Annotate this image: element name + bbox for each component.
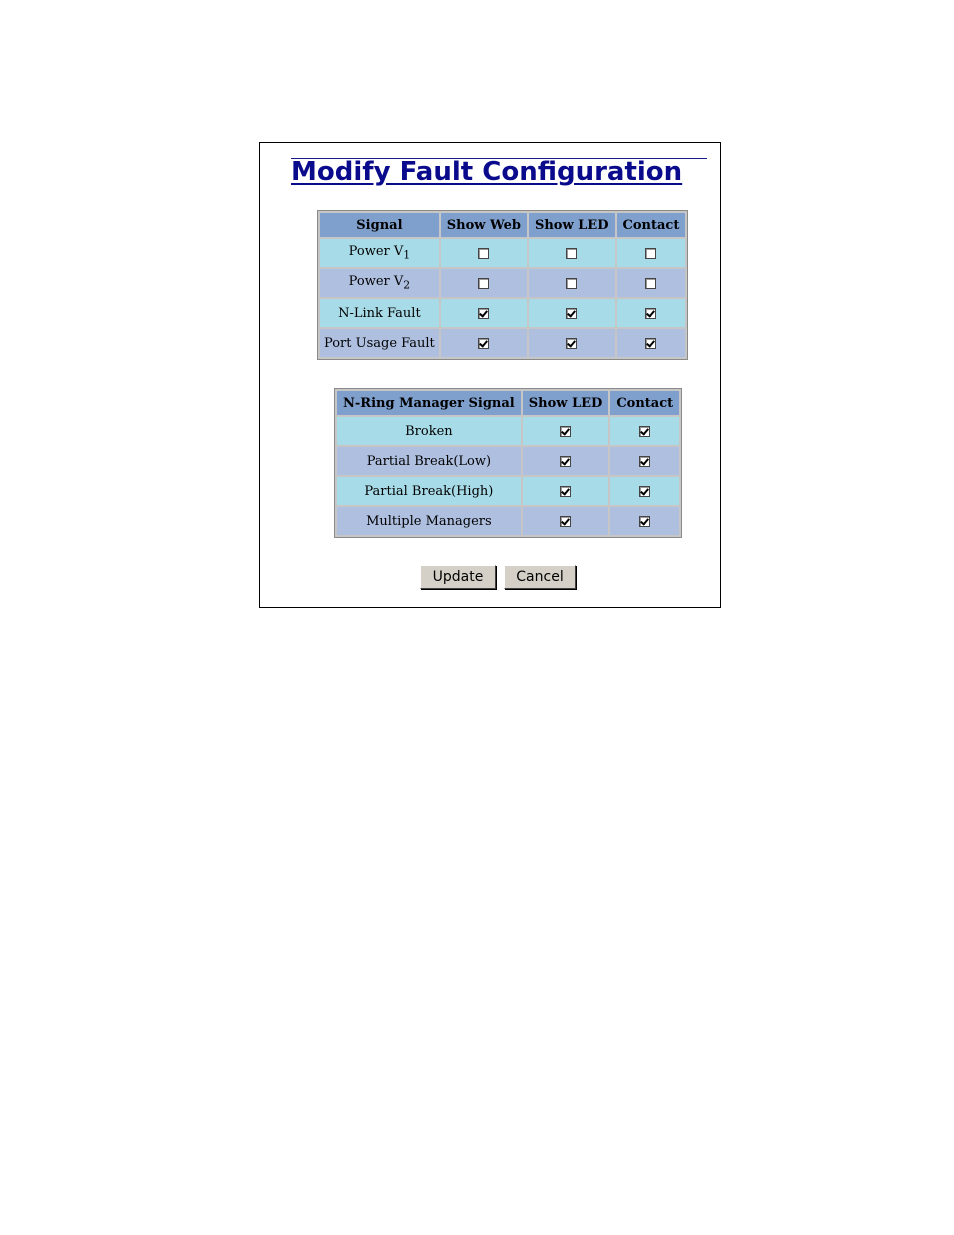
contact-checkbox[interactable] — [639, 486, 650, 497]
page-title: Modify Fault Configuration — [291, 157, 683, 187]
table-row — [320, 329, 685, 357]
signal-label — [320, 329, 439, 357]
show-led-checkbox[interactable] — [560, 426, 571, 437]
signal-name: Power V — [348, 274, 404, 290]
contact-checkbox[interactable] — [645, 248, 656, 259]
contact-checkbox[interactable] — [639, 456, 650, 467]
show-web-checkbox[interactable] — [478, 338, 489, 349]
col-header-nring-signal: N-Ring Manager Signal — [337, 391, 521, 415]
signal-label — [320, 269, 439, 297]
nring-signal-label: Multiple Managers — [337, 507, 521, 535]
show-web-checkbox[interactable] — [478, 308, 489, 319]
contact-checkbox[interactable] — [645, 338, 656, 349]
signal-label — [320, 239, 439, 267]
show-led-checkbox[interactable] — [566, 338, 577, 349]
contact-checkbox[interactable] — [645, 278, 656, 289]
signal-subscript: 1 — [403, 248, 411, 262]
col-header-contact: Contact — [617, 213, 686, 237]
contact-checkbox[interactable] — [639, 426, 650, 437]
contact-checkbox[interactable] — [645, 308, 656, 319]
signal-table — [317, 210, 688, 360]
table-row — [320, 239, 685, 267]
signal-label — [320, 299, 439, 327]
col-header-contact: Contact — [610, 391, 679, 415]
show-led-checkbox[interactable] — [560, 486, 571, 497]
contact-checkbox[interactable] — [639, 516, 650, 527]
nring-signal-label: Broken — [337, 417, 521, 445]
show-led-checkbox[interactable] — [560, 456, 571, 467]
signal-table-header — [320, 213, 685, 237]
show-web-checkbox[interactable] — [478, 248, 489, 259]
show-led-checkbox[interactable] — [560, 516, 571, 527]
nring-table-header — [337, 391, 679, 415]
show-web-checkbox[interactable] — [478, 278, 489, 289]
table-row — [337, 447, 679, 475]
col-header-show-led: Show LED — [529, 213, 615, 237]
table-row — [320, 269, 685, 297]
table-row — [337, 507, 679, 535]
signal-name: Port Usage Fault — [324, 335, 435, 351]
col-header-signal: Signal — [320, 213, 439, 237]
table-row — [320, 299, 685, 327]
col-header-show-led: Show LED — [523, 391, 609, 415]
nring-signal-label: Partial Break(Low) — [337, 447, 521, 475]
signal-name: Power V — [348, 244, 404, 260]
update-button[interactable]: Update — [420, 565, 496, 589]
show-led-checkbox[interactable] — [566, 278, 577, 289]
cancel-button[interactable]: Cancel — [504, 565, 576, 589]
fault-config-panel — [259, 142, 721, 608]
signal-subscript: 2 — [403, 278, 411, 292]
table-row — [337, 417, 679, 445]
signal-name: N-Link Fault — [338, 305, 421, 321]
table-row — [337, 477, 679, 505]
show-led-checkbox[interactable] — [566, 248, 577, 259]
col-header-show-web: Show Web — [441, 213, 527, 237]
show-led-checkbox[interactable] — [566, 308, 577, 319]
nring-signal-label: Partial Break(High) — [337, 477, 521, 505]
nring-manager-table — [334, 388, 682, 538]
